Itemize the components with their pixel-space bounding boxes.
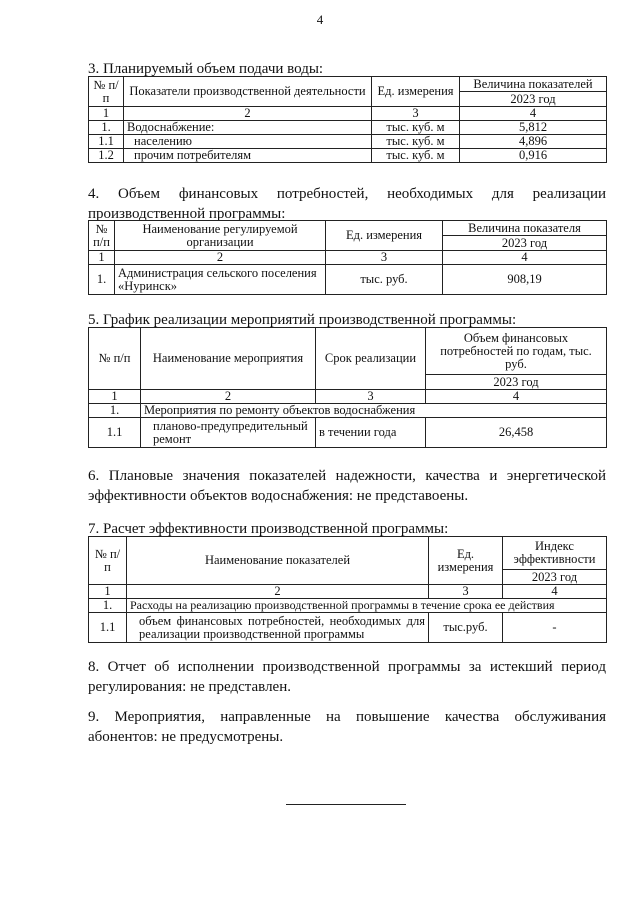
table-group-row xyxy=(89,599,607,613)
col-index: 3 xyxy=(429,585,503,599)
col-header-value: Величина показателей xyxy=(460,77,607,92)
col-header-term: Срок реализации xyxy=(316,328,426,390)
col-header-name: Показатели производственной деятельности xyxy=(124,77,372,107)
table-row xyxy=(89,149,607,163)
table-row xyxy=(89,121,607,135)
col-index: 1 xyxy=(89,585,127,599)
section-7-heading: 7. Расчет эффективности производственной программы: xyxy=(88,521,449,537)
row-value: 5,812 xyxy=(460,121,607,135)
row-name: прочим потребителям xyxy=(124,149,372,163)
col-index: 3 xyxy=(316,390,426,404)
table-group-row xyxy=(89,404,607,418)
section-8-paragraph xyxy=(88,657,606,697)
col-header-num: № п/п xyxy=(89,328,141,390)
row-num: 1.1 xyxy=(89,135,124,149)
closing-rule xyxy=(286,804,406,805)
col-header-name: Наименование регулируемой организации xyxy=(115,221,326,251)
col-index: 4 xyxy=(443,251,607,265)
row-unit: тыс. куб. м xyxy=(372,135,460,149)
col-header-year: 2023 год xyxy=(443,236,607,251)
row-name: Администрация сельского поселения «Нуринск» xyxy=(115,265,326,295)
col-index: 3 xyxy=(326,251,443,265)
row-name: Водоснабжение: xyxy=(124,121,372,135)
section-6-paragraph xyxy=(88,466,606,506)
row-name: населению xyxy=(124,135,372,149)
col-header-value: Величина показателя xyxy=(443,221,607,236)
row-name: планово-предупредительный ремонт xyxy=(141,418,316,448)
table-row xyxy=(89,135,607,149)
row-num: 1.2 xyxy=(89,149,124,163)
col-header-num: № п/п xyxy=(89,77,124,107)
col-header-unit: Ед. измерения xyxy=(326,221,443,251)
section-4-heading xyxy=(88,184,606,224)
col-index: 1 xyxy=(89,107,124,121)
row-unit: тыс.руб. xyxy=(429,613,503,643)
row-num: 1. xyxy=(89,121,124,135)
section-6-line2: эффективности объектов водоснабжения: не представоены. xyxy=(88,488,469,504)
col-header-num: № п/п xyxy=(89,221,115,251)
group-num: 1. xyxy=(89,599,127,613)
row-unit: тыс. куб. м xyxy=(372,149,460,163)
section-4-heading-line2: производственной программы: xyxy=(88,206,286,222)
col-header-name: Наименование показателей xyxy=(127,537,429,585)
group-num: 1. xyxy=(89,404,141,418)
col-header-unit: Ед. измерения xyxy=(372,77,460,107)
col-index: 2 xyxy=(141,390,316,404)
section-6-line1: 6. Плановые значения показателей надежности, качества и энергетической xyxy=(88,468,606,484)
group-name: Расходы на реализацию производственной программы в течение срока ее действия xyxy=(127,599,607,613)
section-5-heading: 5. График реализации мероприятий производственной программы: xyxy=(88,312,517,328)
col-header-value: Объем финансовых потребностей по годам, тыс. руб. xyxy=(426,328,607,375)
section-8-line2: регулирования: не представлен. xyxy=(88,679,291,695)
row-unit: тыс. куб. м xyxy=(372,121,460,135)
table-row xyxy=(89,418,607,448)
section-4-heading-line1: 4. Объем финансовых потребностей, необходимых для реализации xyxy=(88,186,606,202)
col-index: 3 xyxy=(372,107,460,121)
row-name: объем финансовых потребностей, необходимых для реализации производственной программы xyxy=(127,613,429,643)
col-index: 4 xyxy=(503,585,607,599)
section-9-line1: 9. Мероприятия, направленные на повышение качества обслуживания xyxy=(88,709,606,725)
row-num: 1.1 xyxy=(89,613,127,643)
table-row xyxy=(89,265,607,295)
col-header-year: 2023 год xyxy=(503,570,607,585)
schedule-table xyxy=(88,327,607,448)
row-value: 26,458 xyxy=(426,418,607,448)
col-index: 1 xyxy=(89,251,115,265)
row-value: - xyxy=(503,613,607,643)
col-header-num: № п/п xyxy=(89,537,127,585)
col-index: 1 xyxy=(89,390,141,404)
page-number: 4 xyxy=(316,12,324,27)
section-9-line2: абонентов: не предусмотрены. xyxy=(88,729,284,745)
group-name: Мероприятия по ремонту объектов водоснабжения xyxy=(141,404,607,418)
col-index: 2 xyxy=(127,585,429,599)
financial-needs-table xyxy=(88,220,607,295)
row-value: 0,916 xyxy=(460,149,607,163)
section-9-paragraph xyxy=(88,707,606,747)
col-header-value: Индекс эффективности xyxy=(503,537,607,570)
col-index: 2 xyxy=(115,251,326,265)
row-num: 1.1 xyxy=(89,418,141,448)
col-header-name: Наименование мероприятия xyxy=(141,328,316,390)
efficiency-table xyxy=(88,536,607,643)
row-num: 1. xyxy=(89,265,115,295)
water-supply-table xyxy=(88,76,607,163)
section-8-line1: 8. Отчет об исполнении производственной программы за истекший период xyxy=(88,659,606,675)
row-term: в течении года xyxy=(316,418,426,448)
section-3-heading: 3. Планируемый объем подачи воды: xyxy=(88,61,324,77)
row-value: 4,896 xyxy=(460,135,607,149)
row-value: 908,19 xyxy=(443,265,607,295)
col-header-unit: Ед. измерения xyxy=(429,537,503,585)
col-header-year: 2023 год xyxy=(426,375,607,390)
col-index: 4 xyxy=(460,107,607,121)
table-row xyxy=(89,613,607,643)
col-index: 2 xyxy=(124,107,372,121)
col-header-year: 2023 год xyxy=(460,92,607,107)
col-index: 4 xyxy=(426,390,607,404)
row-unit: тыс. руб. xyxy=(326,265,443,295)
